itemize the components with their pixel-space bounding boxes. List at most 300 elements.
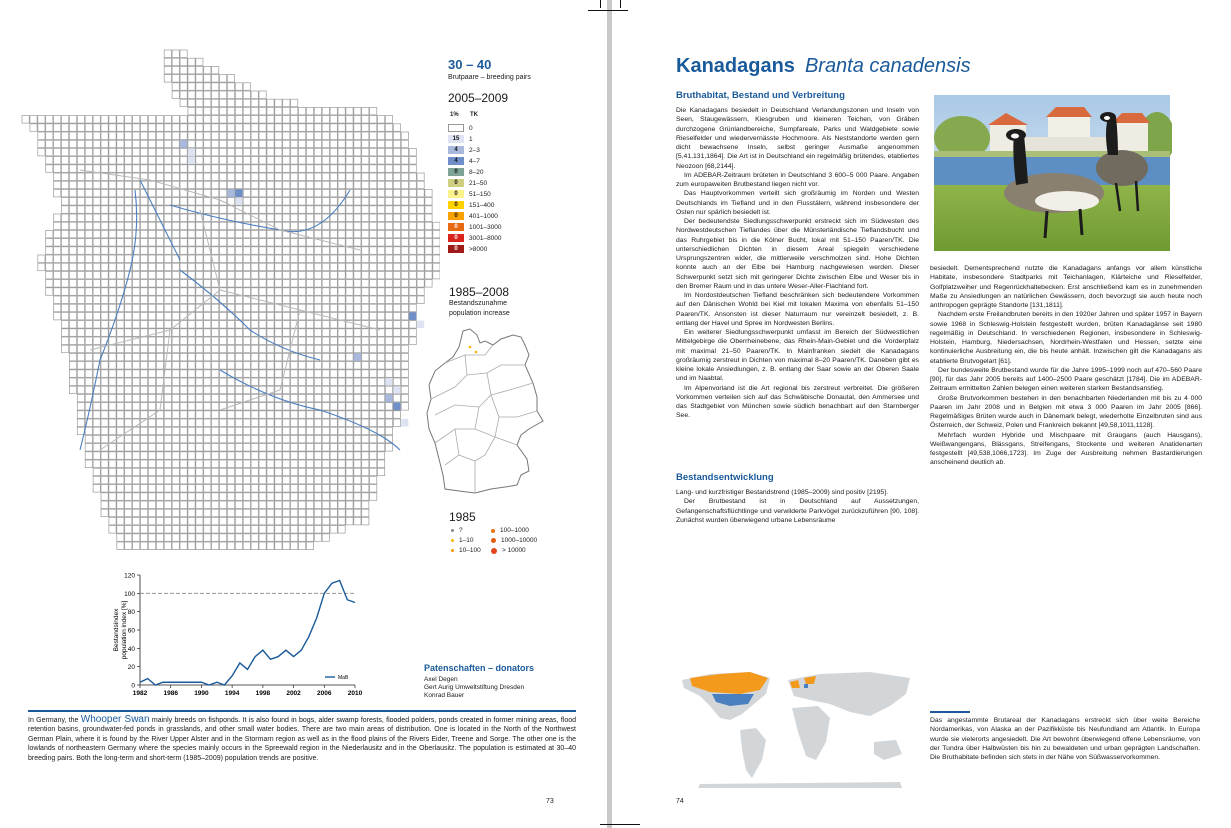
grid-cell [362, 214, 369, 222]
grid-cell [259, 304, 266, 312]
grid-cell [401, 337, 408, 345]
grid-cell [77, 345, 84, 353]
grid-cell [354, 124, 361, 132]
grid-cell [417, 181, 424, 189]
grid-cell [330, 124, 337, 132]
grid-cell [322, 534, 329, 542]
grid-cell [141, 362, 148, 370]
grid-cell [172, 239, 179, 247]
grid-cell [362, 181, 369, 189]
grid-cell [306, 189, 313, 197]
grid-cell [251, 124, 258, 132]
legend-swatch: 0 [448, 212, 464, 220]
grid-cell [243, 468, 250, 476]
grid-cell [188, 370, 195, 378]
grid-cell [409, 198, 416, 206]
grid-cell [227, 173, 234, 181]
grid-cell [322, 329, 329, 337]
grid-cell [291, 460, 298, 468]
grid-cell [54, 173, 61, 181]
grid-cell [338, 263, 345, 271]
summary-species-name: Whooper Swan [80, 714, 150, 725]
grid-cell [393, 189, 400, 197]
grid-cell [267, 411, 274, 419]
grid-cell [227, 460, 234, 468]
grid-cell [385, 198, 392, 206]
grid-cell [204, 386, 211, 394]
grid-cell [235, 542, 242, 550]
grid-cell [69, 230, 76, 238]
grid-cell [393, 263, 400, 271]
grid-cell [133, 189, 140, 197]
grid-cell [267, 353, 274, 361]
grid-cell [235, 214, 242, 222]
grid-cell [54, 312, 61, 320]
grid-cell [338, 509, 345, 517]
grid-cell [172, 476, 179, 484]
grid-cell [85, 247, 92, 255]
grid-cell [385, 140, 392, 148]
grid-cell [220, 263, 227, 271]
grid-cell [141, 304, 148, 312]
grid-cell [251, 337, 258, 345]
grid-cell [251, 353, 258, 361]
grid-cell [69, 140, 76, 148]
grid-cell [148, 468, 155, 476]
grid-cell [393, 181, 400, 189]
grid-cell [235, 362, 242, 370]
grid-cell [46, 239, 53, 247]
grid-cell [291, 353, 298, 361]
grid-cell [220, 501, 227, 509]
dot-legend-item [451, 537, 473, 544]
grid-cell [180, 337, 187, 345]
grid-cell [235, 304, 242, 312]
legend-range-label: 2–3 [469, 146, 480, 154]
grid-cell [180, 132, 187, 140]
legend-range-label: 21–50 [469, 179, 488, 187]
grid-cell [283, 509, 290, 517]
grid-cell [141, 263, 148, 271]
grid-cell [251, 476, 258, 484]
grid-cell [243, 452, 250, 460]
grid-cell [385, 271, 392, 279]
grid-cell [243, 353, 250, 361]
grid-cell [85, 140, 92, 148]
grid-cell [267, 214, 274, 222]
grid-cell [227, 476, 234, 484]
grid-cell [338, 247, 345, 255]
grid-cell [164, 509, 171, 517]
grid-cell [77, 173, 84, 181]
grid-cell [62, 189, 69, 197]
grid-cell [117, 460, 124, 468]
grid-cell [235, 83, 242, 91]
grid-cell [141, 542, 148, 550]
grid-cell [93, 394, 100, 402]
grid-cell [148, 132, 155, 140]
grid-cell [148, 419, 155, 427]
y-tick-label: 120 [124, 572, 135, 580]
grid-cell [267, 468, 274, 476]
grid-cell [172, 116, 179, 124]
grid-cell [220, 362, 227, 370]
grid-cell [299, 255, 306, 263]
grid-cell [338, 403, 345, 411]
grid-cell [314, 427, 321, 435]
grid-cell [425, 247, 432, 255]
grid-cell [291, 386, 298, 394]
grid-cell [85, 444, 92, 452]
grid-cell [251, 452, 258, 460]
grid-cell [141, 427, 148, 435]
grid-cell [180, 239, 187, 247]
grid-cell [156, 124, 163, 132]
grid-cell [117, 362, 124, 370]
grid-cell [306, 517, 313, 525]
grid-cell [259, 435, 266, 443]
grid-cell [85, 132, 92, 140]
grid-cell [117, 157, 124, 165]
grid-cell [156, 288, 163, 296]
grid-cell [196, 58, 203, 65]
grid-cell [259, 526, 266, 534]
grid-cell [148, 493, 155, 501]
grid-cell [125, 189, 132, 197]
grid-cell [370, 304, 377, 312]
grid-cell [196, 140, 203, 148]
grid-cell [409, 206, 416, 214]
grid-cell [172, 337, 179, 345]
grid-cell [188, 476, 195, 484]
grid-cell [125, 165, 132, 173]
grid-cell [291, 444, 298, 452]
grid-cell [188, 501, 195, 509]
grid-cell [235, 107, 242, 115]
grid-cell [164, 460, 171, 468]
grid-cell [101, 148, 108, 156]
grid-cell [251, 230, 258, 238]
grid-cell [188, 526, 195, 534]
grid-cell [164, 189, 171, 197]
grid-cell [259, 247, 266, 255]
grid-cell [259, 321, 266, 329]
grid-cell [275, 542, 282, 550]
grid-cell [172, 91, 179, 99]
grid-cell [251, 362, 258, 370]
grid-cell [227, 239, 234, 247]
grid-cell [62, 116, 69, 124]
grid-cell [227, 296, 234, 304]
grid-cell [227, 280, 234, 288]
grid-cell [235, 247, 242, 255]
grid-cell [267, 181, 274, 189]
grid-cell [299, 173, 306, 181]
grid-cell [172, 403, 179, 411]
grid-cell [204, 419, 211, 427]
grid-cell [275, 517, 282, 525]
grid-cell [267, 509, 274, 517]
grid-cell [101, 427, 108, 435]
grid-cell [259, 132, 266, 140]
grid-cell [306, 173, 313, 181]
grid-cell [212, 173, 219, 181]
grid-cell [354, 485, 361, 493]
grid-cell [172, 526, 179, 534]
grid-cell [220, 173, 227, 181]
grid-cell [401, 362, 408, 370]
grid-cell [77, 329, 84, 337]
grid-cell [172, 353, 179, 361]
grid-cell [109, 132, 116, 140]
grid-cell [148, 165, 155, 173]
grid-cell [188, 452, 195, 460]
grid-cell [370, 468, 377, 476]
grid-cell [393, 271, 400, 279]
grid-cell [314, 132, 321, 140]
grid-cell [196, 222, 203, 230]
grid-cell [275, 99, 282, 107]
grid-cell [401, 157, 408, 165]
grid-cell [370, 165, 377, 173]
grid-cell [267, 526, 274, 534]
grid-cell [401, 386, 408, 394]
grid-cell [409, 173, 416, 181]
grid-cell [172, 230, 179, 238]
grid-cell [227, 304, 234, 312]
grid-cell [314, 165, 321, 173]
grid-cell [148, 501, 155, 509]
grid-cell [330, 132, 337, 140]
grid-cell [188, 296, 195, 304]
grid-cell [235, 485, 242, 493]
grid-cell [275, 493, 282, 501]
grid-cell [235, 370, 242, 378]
grid-cell [101, 452, 108, 460]
grid-cell [148, 271, 155, 279]
grid-cell [275, 509, 282, 517]
grid-cell [62, 337, 69, 345]
grid-cell [330, 362, 337, 370]
dot-legend-item [491, 527, 529, 534]
grid-cell [85, 173, 92, 181]
grid-cell [164, 411, 171, 419]
grid-cell [148, 394, 155, 402]
grid-cell [354, 394, 361, 402]
grid-cell [259, 485, 266, 493]
grid-cell [133, 321, 140, 329]
grid-cell [370, 312, 377, 320]
grid-cell [109, 370, 116, 378]
grid-cell [180, 476, 187, 484]
grid-cell [338, 493, 345, 501]
grid-cell [93, 452, 100, 460]
grid-cell [101, 476, 108, 484]
grid-cell [235, 353, 242, 361]
grid-cell [164, 337, 171, 345]
grid-cell [314, 255, 321, 263]
grid-cell [204, 148, 211, 156]
grid-cell [338, 222, 345, 230]
grid-cell [243, 403, 250, 411]
grid-cell [156, 501, 163, 509]
grid-cell [306, 476, 313, 484]
grid-cell [299, 468, 306, 476]
grid-cell [156, 353, 163, 361]
grid-cell [251, 198, 258, 206]
grid-cell [125, 353, 132, 361]
grid-cell [354, 230, 361, 238]
grid-cell [133, 157, 140, 165]
grid-cell [227, 157, 234, 165]
grid-cell [346, 378, 353, 386]
grid-cell [251, 526, 258, 534]
grid-cell [125, 444, 132, 452]
grid-cell [77, 312, 84, 320]
grid-cell [125, 386, 132, 394]
donor-name: Axel Degen [424, 676, 458, 683]
grid-cell [314, 288, 321, 296]
grid-cell [180, 386, 187, 394]
grid-cell [220, 124, 227, 132]
grid-cell [188, 353, 195, 361]
grid-cell [346, 206, 353, 214]
grid-cell [346, 148, 353, 156]
grid-cell [172, 50, 179, 58]
grid-cell [354, 181, 361, 189]
grid-cell [148, 239, 155, 247]
grid-cell [314, 304, 321, 312]
grid-cell [283, 222, 290, 230]
grid-cell [235, 280, 242, 288]
grid-cell [172, 189, 179, 197]
grid-cell [243, 386, 250, 394]
grid-cell [385, 165, 392, 173]
grid-cell [346, 116, 353, 124]
grid-cell [117, 247, 124, 255]
grid-cell [69, 263, 76, 271]
grid-cell [101, 296, 108, 304]
grid-cell [370, 296, 377, 304]
grid-cell [85, 353, 92, 361]
grid-cell [243, 288, 250, 296]
grid-cell [338, 370, 345, 378]
grid-cell [291, 411, 298, 419]
grid-cell [330, 189, 337, 197]
grid-cell [117, 222, 124, 230]
grid-cell [180, 345, 187, 353]
grid-cell [283, 378, 290, 386]
dot-legend-label: 10–100 [459, 547, 481, 554]
grid-cell [125, 222, 132, 230]
grid-cell [101, 222, 108, 230]
paragraph: Lang- und kurzfristiger Bestandstrend (1985–2009) sind positiv [2195]. [676, 489, 888, 496]
grid-cell [393, 288, 400, 296]
grid-cell [188, 427, 195, 435]
grid-cell [370, 476, 377, 484]
grid-cell [117, 140, 124, 148]
grid-cell [283, 280, 290, 288]
grid-cell [283, 140, 290, 148]
grid-cell [330, 485, 337, 493]
grid-cell [267, 173, 274, 181]
grid-cell [204, 271, 211, 279]
dot-legend-label: > 10000 [502, 547, 526, 554]
grid-cell [77, 157, 84, 165]
grid-cell [243, 132, 250, 140]
grid-cell [204, 157, 211, 165]
grid-cell [354, 263, 361, 271]
grid-cell [227, 411, 234, 419]
grid-cell [299, 165, 306, 173]
grid-cell [409, 165, 416, 173]
grid-cell [204, 501, 211, 509]
grid-cell [259, 148, 266, 156]
grid-cell [227, 386, 234, 394]
grid-cell [299, 394, 306, 402]
grid-cell [54, 247, 61, 255]
grid-cell [148, 148, 155, 156]
grid-cell [69, 337, 76, 345]
grid-cell [196, 362, 203, 370]
grid-cell [425, 214, 432, 222]
grid-cell [188, 329, 195, 337]
legend-range-label: 4–7 [469, 157, 480, 165]
grid-cell [125, 403, 132, 411]
state-borders [431, 345, 537, 493]
grid-cell [93, 460, 100, 468]
grid-cell [267, 419, 274, 427]
grid-cell [172, 411, 179, 419]
grid-cell [401, 280, 408, 288]
grid-cell [180, 91, 187, 99]
grid-cell [188, 181, 195, 189]
grid-cell [322, 296, 329, 304]
section-heading-habitat: Bruthabitat, Bestand und Verbreitung [676, 90, 845, 101]
grid-cell [172, 58, 179, 65]
grid-cell [204, 394, 211, 402]
grid-cell [93, 255, 100, 263]
grid-cell [283, 501, 290, 509]
grid-cell [370, 230, 377, 238]
grid-cell [204, 198, 211, 206]
x-tick-label: 1998 [255, 690, 271, 697]
world-distribution-map [670, 660, 925, 790]
grid-cell [306, 329, 313, 337]
grid-cell [346, 271, 353, 279]
grid-cell [180, 255, 187, 263]
grid-cell [109, 460, 116, 468]
grid-cell [251, 157, 258, 165]
grid-cell [196, 91, 203, 99]
legend-range-label: 3001–8000 [469, 234, 502, 242]
grid-cell [362, 485, 369, 493]
grid-cell [401, 403, 408, 411]
grid-cell [77, 165, 84, 173]
grid-cell [141, 214, 148, 222]
grid-cell [401, 288, 408, 296]
grid-cell [117, 345, 124, 353]
grid-cell [385, 345, 392, 353]
grid-cell [354, 222, 361, 230]
grid-cell [156, 280, 163, 288]
grid-cell [220, 329, 227, 337]
grid-cell [188, 312, 195, 320]
grid-cell [141, 517, 148, 525]
grid-cell [62, 304, 69, 312]
grid-cell [235, 435, 242, 443]
grid-cell [275, 222, 282, 230]
